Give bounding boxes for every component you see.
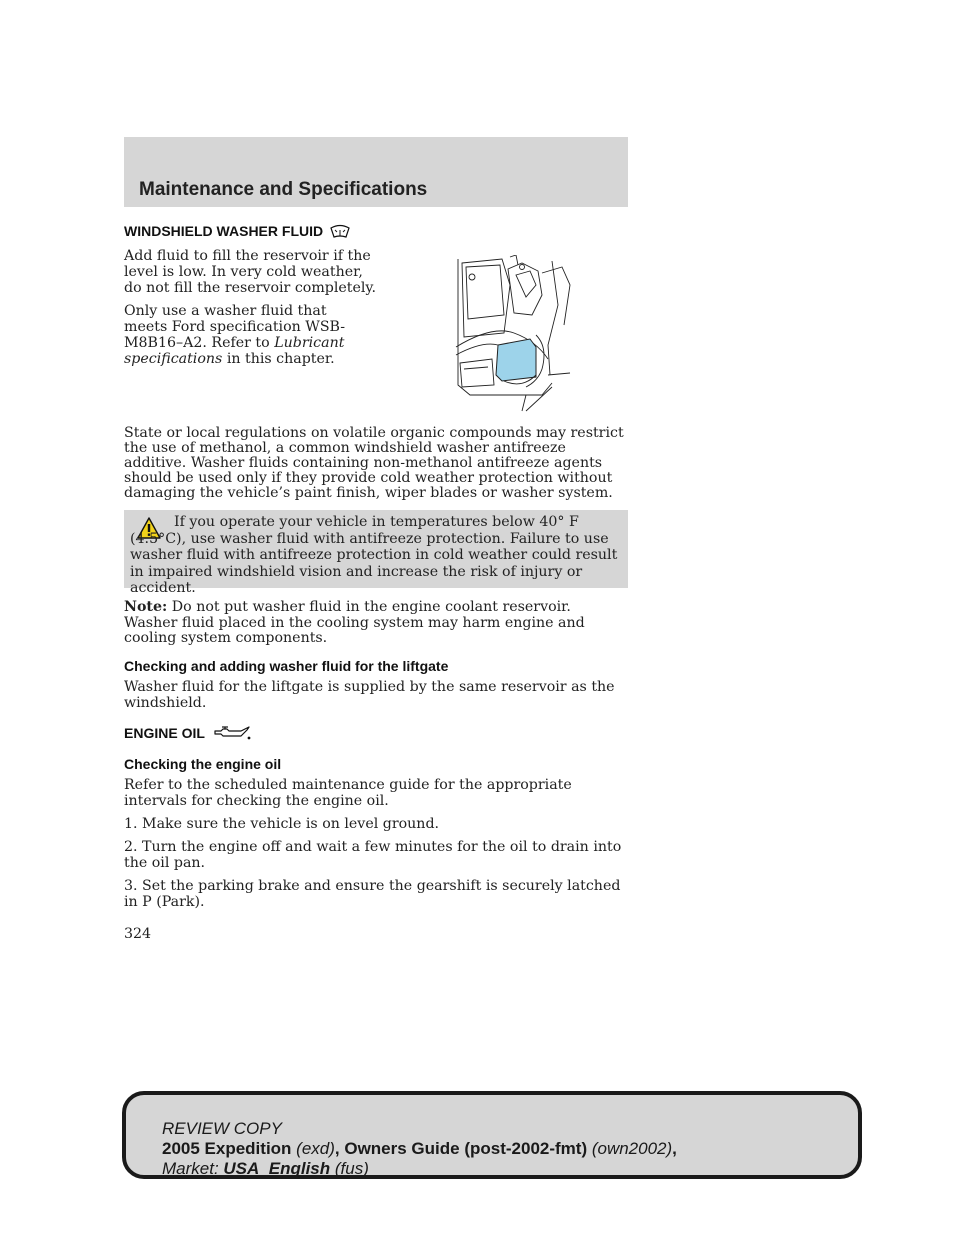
footer-line-2: 2005 Expedition (exd), Owners Guide (post-2002-fmt) (own2002), — [162, 1139, 677, 1158]
washer-para-1: Add fluid to fill the reservoir if the level is low. In very cold weather, do not fill the reservoir completely. — [124, 248, 377, 296]
oil-step-3: 3. Set the parking brake and ensure the gearshift is securely latched in P (Park). — [124, 878, 621, 910]
warning-box — [124, 510, 628, 596]
footer-text — [162, 1119, 677, 1179]
washer-heading — [124, 222, 351, 240]
checking-oil-heading: Checking the engine oil — [124, 756, 282, 772]
lubricant-specifications-ref: Lubricant specifications — [124, 335, 345, 367]
washer-heading-text: WINDSHIELD WASHER FLUID — [124, 223, 324, 239]
section-header — [124, 137, 628, 207]
liftgate-text: Washer fluid for the liftgate is supplied by the same reservoir as the windshield. — [124, 679, 615, 711]
liftgate-heading: Checking and adding washer fluid for the liftgate — [124, 658, 449, 674]
engine-oil-heading — [124, 724, 251, 742]
footer-line-1: REVIEW COPY — [162, 1119, 282, 1138]
review-copy-footer — [122, 1091, 862, 1179]
washer-reservoir-illustration — [452, 255, 574, 413]
page-number: 324 — [124, 926, 152, 942]
engine-oil-heading-text: ENGINE OIL — [124, 725, 205, 741]
oil-can-icon — [211, 724, 251, 742]
washer-para-2: Only use a washer fluid that meets Ford specification WSB-M8B16–A2. Refer to Lubricant specifications in this chapter. — [124, 303, 346, 367]
oil-step-1: 1. Make sure the vehicle is on level ground. — [124, 816, 440, 832]
section-title: Maintenance and Specifications — [139, 179, 428, 200]
note-paragraph: Note: Do not put washer fluid in the engine coolant reservoir. Washer fluid placed in the cooling system may harm engine and cooling system components. — [124, 599, 585, 646]
oil-step-2: 2. Turn the engine off and wait a few minutes for the oil to drain into the oil pan. — [124, 839, 622, 871]
note-label: Note: — [124, 599, 168, 615]
windshield-washer-icon — [329, 222, 351, 240]
warning-text: If you operate your vehicle in temperatures below 40° F (4.5°C), use washer fluid with antifreeze protection. Failure to use washer fluid with antifreeze protection in cold weather could result in impaired windshield vision and increase the risk of injury or accident. — [130, 514, 618, 596]
washer-regulations-para: State or local regulations on volatile organic compounds may restrict the use of methanol, a common windshield washer antifreeze additive. Washer fluids containing non-methanol antifreeze agents should be used only if they provide cold weather protection without damaging the vehicle’s paint finish, wiper blades or washer system. — [124, 425, 624, 501]
footer-line-3: Market: USA_English (fus) — [162, 1159, 369, 1178]
oil-intro: Refer to the scheduled maintenance guide for the appropriate intervals for checking the engine oil. — [124, 777, 572, 809]
